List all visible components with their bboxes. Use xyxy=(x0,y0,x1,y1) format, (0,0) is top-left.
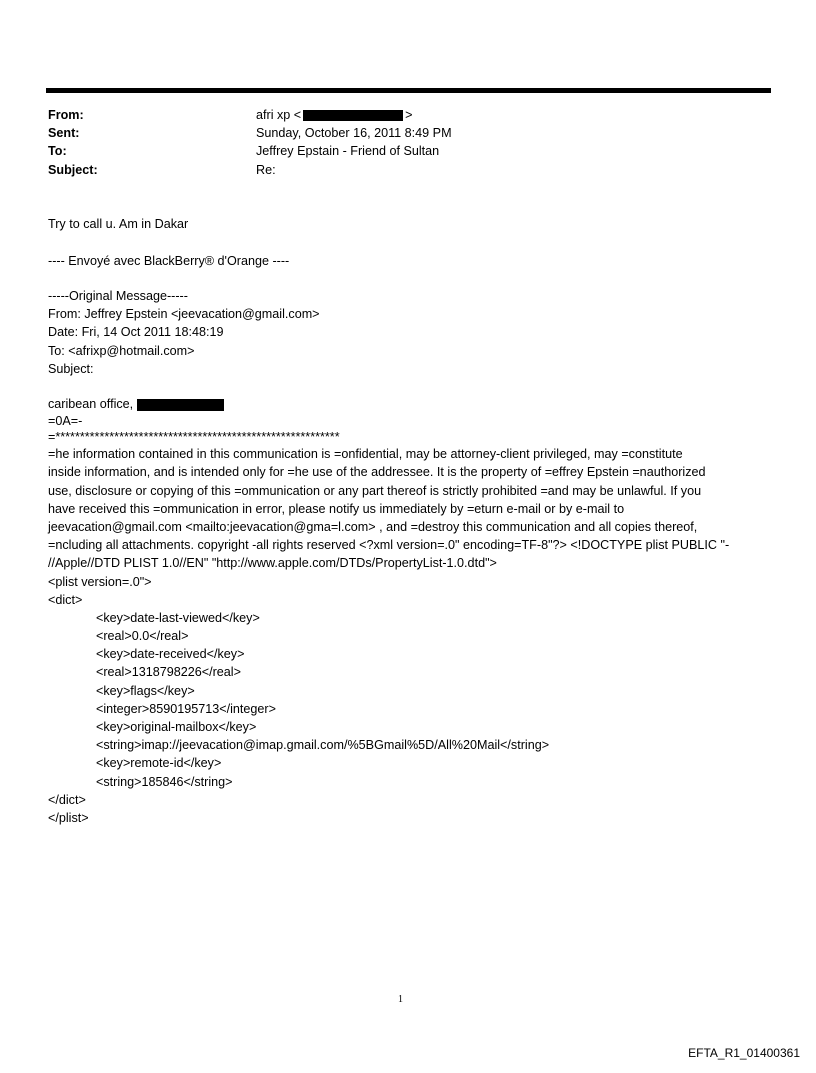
document-id: EFTA_R1_01400361 xyxy=(688,1046,800,1060)
from-row xyxy=(48,106,452,124)
dict-close: </dict> xyxy=(48,792,86,807)
dict-open: <dict> xyxy=(48,592,83,607)
plist-open: <plist version=.0"> xyxy=(48,574,152,589)
top-rule xyxy=(46,88,771,93)
to-row xyxy=(48,142,452,160)
redaction-box xyxy=(303,110,403,121)
plist-close: </plist> xyxy=(48,810,89,825)
to-label: To: xyxy=(48,144,67,159)
original-date: Date: Fri, 14 Oct 2011 18:48:19 xyxy=(48,325,224,340)
stars-line: =********************************************************** xyxy=(48,430,340,445)
oa-line: =0A=- xyxy=(48,414,83,429)
disclaimer: =he information contained in this communication is =onfidential, may be attorney-client privileged, may =constitute inside information, and is intended only for =he use of the addressee. It is the property of =effrey Epstein =nauthorized use, disclosure or copying of this =ommunication or any part thereof is strictly prohibited =and may be unlawful. If you have received this =ommunication in error, please notify us immediately by =eturn e-mail or by e-mail to jeevacation@gmail.com <mailto:jeevacation@gma=l.com> , and =destroy this communication and all copies thereof, =ncluding all attachments. copyright -all rights reserved <?xml version=.0" encoding=TF-8"?> <!DOCTYPE plist PUBLIC "- //Apple//DTD PLIST 1.0//EN" "http://www.apple.com/DTDs/PropertyList-1.0.dtd"> xyxy=(48,447,730,571)
original-to: To: <afrixp@hotmail.com> xyxy=(48,343,195,358)
from-value xyxy=(256,106,413,124)
subject-row xyxy=(48,161,452,179)
message-line: Try to call u. Am in Dakar xyxy=(48,217,189,231)
from-close: > xyxy=(405,108,413,122)
from-label: From: xyxy=(48,108,84,122)
sent-row xyxy=(48,124,452,142)
subject-label: Subject: xyxy=(48,162,98,177)
sent-label: Sent: xyxy=(48,126,80,141)
dict-items: <key>date-last-viewed</key> <real>0.0</real> <key>date-received</key> <real>1318798226</real> <key>flags</key> <integer>8590195713</integer> <key>original-mailbox</key> <string>imap://jeevacation@imap.gmail.com/%5BGmail%5D/All%20Mail</string> <key>remote-id</key> <string>185846</string> xyxy=(96,610,550,789)
page-number: 1 xyxy=(398,994,403,1005)
from-name: afri xp < xyxy=(256,108,302,122)
redaction-box xyxy=(137,399,224,411)
original-subject: Subject: xyxy=(48,361,94,376)
signature: ---- Envoyé avec BlackBerry® d'Orange ---- xyxy=(48,254,290,268)
subject-value: Re: xyxy=(256,162,276,177)
message-body xyxy=(48,395,729,827)
email-header xyxy=(48,106,452,179)
to-value: Jeffrey Epstain - Friend of Sultan xyxy=(256,144,440,159)
original-marker: -----Original Message----- xyxy=(48,289,188,303)
caribean-line: caribean office, xyxy=(48,395,729,413)
sent-value: Sunday, October 16, 2011 8:49 PM xyxy=(256,126,452,141)
original-from: From: Jeffrey Epstein <jeevacation@gmail.com> xyxy=(48,307,320,322)
original-message xyxy=(48,287,320,378)
